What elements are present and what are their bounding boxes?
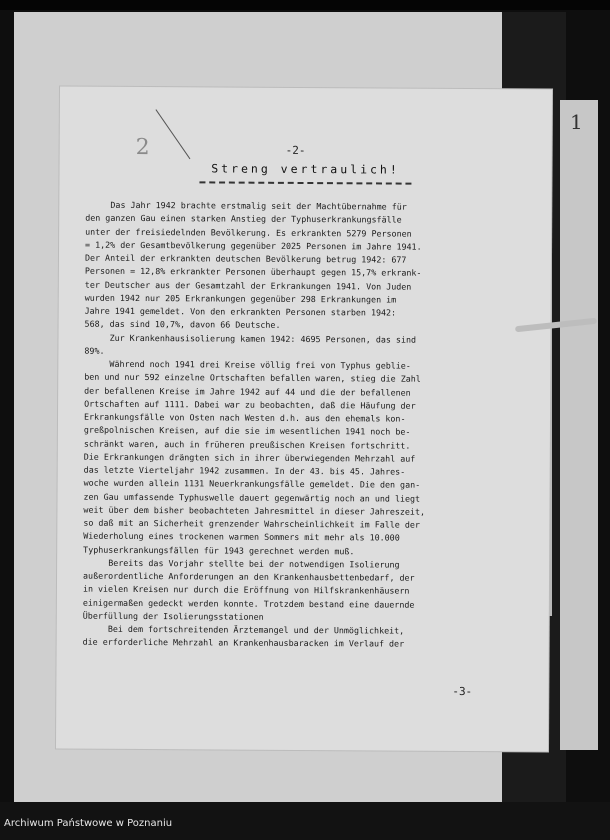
- document-page: [56, 87, 552, 752]
- side-card: [560, 100, 598, 750]
- text-line: Jahre 1941 gemeldet. Von den erkrankten Personen starben 1942:: [84, 305, 397, 318]
- pencil-stroke: [155, 109, 190, 159]
- text-line: den ganzen Gau einen starken Anstieg der Typhuserkrankungsfälle: [85, 212, 402, 225]
- text-line: schränkt waren, auch in früheren preußischen Kreisen fortschritt.: [83, 438, 411, 451]
- text-line: das letzte Vierteljahr 1942 zusammen. In der 43. bis 45. Jahres-: [83, 464, 406, 477]
- text-line: wurden 1942 nur 205 Erkrankungen gegenüber 298 Erkrankungen im: [84, 292, 397, 305]
- text-line: Überfüllung der Isolierungsstationen: [82, 610, 264, 622]
- text-line: Die Erkrankungen drängten sich in ihrer überwiegenden Mehrzahl auf: [83, 451, 416, 464]
- text-line: weit über dem bisher beobachteten Jahresmittel in dieser Jahreszeit,: [83, 504, 426, 517]
- text-line: Personen = 12,8% erkrankter Personen überhaupt gegen 15,7% erkrank-: [84, 265, 422, 278]
- document-title: Streng vertraulich!: [211, 161, 400, 177]
- text-line: ter Deutscher aus der Gesamtzahl der Erkrankungen 1941. Von Juden: [84, 279, 412, 292]
- text-line: ben und nur 592 einzelne Ortschaften befallen waren, stieg die Zahl: [84, 371, 421, 384]
- text-line: = 1,2% der Gesamtbevölkerung gegenüber 2025 Personen im Jahre 1941.: [85, 239, 422, 252]
- text-line: der befallenen Kreise im Jahre 1942 auf 44 und die der befallenen: [84, 385, 411, 398]
- text-line: die erforderliche Mehrzahl an Krankenhausbaracken im Verlauf der: [82, 636, 405, 649]
- text-line: Zur Krankenhausisolierung kamen 1942: 4695 Personen, das sind: [84, 332, 417, 345]
- text-line: Typhuserkrankungsfällen für 1943 gerechnet werden muß.: [83, 544, 355, 556]
- text-line: 89%.: [84, 345, 105, 356]
- text-line: Der Anteil der erkrankten deutschen Bevölkerung betrug 1942: 677: [84, 252, 407, 265]
- text-line: einigermaßen gedeckt werden konnte. Trotzdem bestand eine dauernde: [82, 597, 415, 610]
- text-line: Während noch 1941 drei Kreise völlig frei von Typhus geblie-: [84, 358, 411, 371]
- title-underline: [199, 179, 411, 184]
- text-line: Wiederholung eines trockenen warmen Sommers mit mehr als 10.000: [83, 530, 400, 543]
- text-line: in vielen Kreisen nur durch die Eröffnung von Hilfskrankenhäusern: [82, 583, 410, 596]
- text-line: unter der freisiedelnden Bevölkerung. Es erkrankten 5279 Personen: [85, 226, 412, 239]
- archive-credit: Archiwum Państwowe w Poznaniu: [4, 818, 173, 829]
- next-page-marker: -3-: [452, 684, 473, 699]
- text-line: zen Gau umfassende Typhuswelle dauert gegenwärtig noch an und liegt: [83, 491, 421, 504]
- film-edge: [0, 0, 610, 10]
- text-line: woche wurden allein 1131 Neuerkrankungsfälle gemeldet. Die den gan-: [83, 477, 421, 490]
- document-body: [83, 199, 526, 652]
- text-line: so daß mit an Sicherheit grenzender Wahrscheinlichkeit im Falle der: [83, 517, 420, 530]
- side-card-number: 1: [570, 110, 583, 134]
- text-line: Bereits das Vorjahr stellte bei der notwendigen Isolierung: [83, 557, 400, 570]
- text-line: 568, das sind 10,7%, davon 66 Deutsche.: [84, 318, 281, 331]
- text-line: außerordentliche Anforderungen an den Krankenhausbettenbedarf, der: [83, 570, 415, 583]
- text-line: Bei dem fortschreitenden Ärztemangel und der Unmöglichkeit,: [82, 623, 405, 636]
- text-line: Ortschaften auf 1111. Dabei war zu beobachten, daß die Häufung der: [84, 398, 416, 411]
- text-line: Das Jahr 1942 brachte erstmalig seit der Machtübernahme für: [85, 199, 407, 212]
- page-header: -2-: [285, 143, 306, 158]
- handwritten-page-number: 2: [135, 134, 150, 161]
- text-line: greßpolnischen Kreisen, auf die sie im wesentlichen 1941 noch be-: [83, 424, 411, 437]
- text-line: Erkrankungsfälle von Osten nach Westen d.h. aus den ehemals kon-: [83, 411, 406, 424]
